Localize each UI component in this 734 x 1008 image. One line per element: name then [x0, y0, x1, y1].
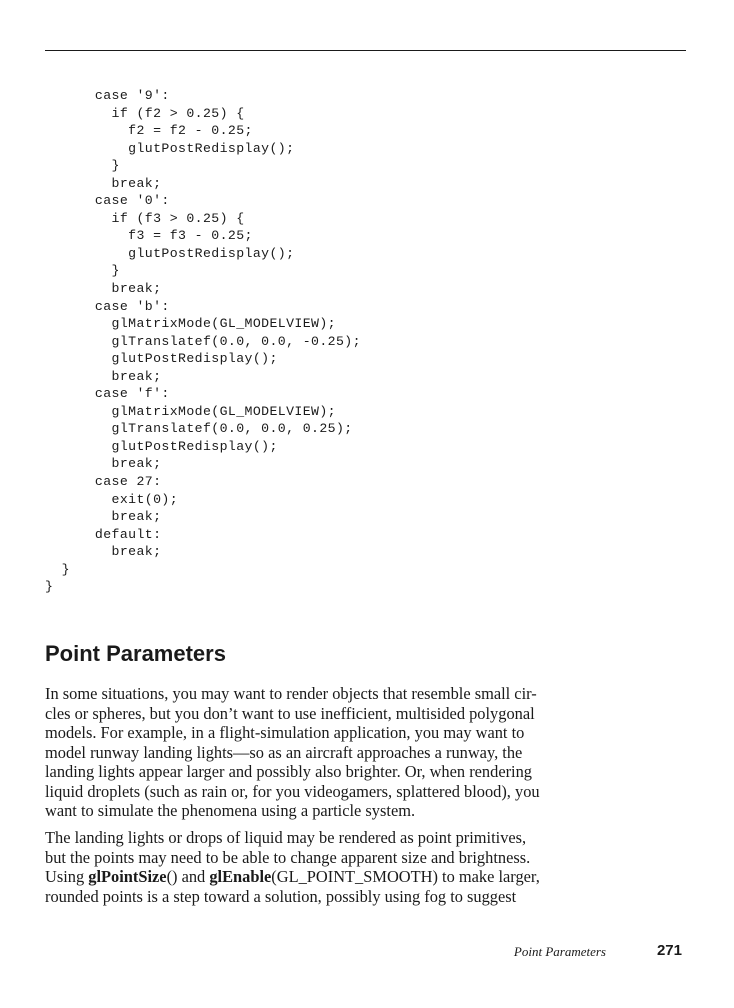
- code-line: case '0':: [45, 193, 170, 209]
- code-line: f3 = f3 - 0.25;: [45, 228, 253, 244]
- code-line: default:: [45, 526, 162, 542]
- paragraph-2-line-2: but the points may need to be able to change apparent size and brightness.: [45, 847, 531, 867]
- code-line: glMatrixMode(GL_MODELVIEW);: [45, 403, 336, 419]
- code-line: break;: [45, 456, 162, 472]
- paragraph-1-line: landing lights appear larger and possibly also brighter. Or, when rendering: [45, 762, 532, 781]
- code-line: break;: [45, 509, 162, 525]
- code-line: if (f3 > 0.25) {: [45, 210, 245, 226]
- paragraph-1: [45, 684, 695, 821]
- code-line: case 27:: [45, 474, 162, 490]
- footer-section-title: Point Parameters: [513, 944, 606, 959]
- paragraph-2: [45, 828, 695, 906]
- code-line: }: [45, 561, 70, 577]
- paragraph-1-line: liquid droplets (such as rain or, for you videogamers, splattered blood), you: [45, 781, 540, 801]
- code-line: break;: [45, 281, 162, 297]
- function-name-glenable: glEnable: [209, 867, 272, 886]
- code-line: }: [45, 263, 120, 279]
- paragraph-1-line: want to simulate the phenomena using a particle system.: [45, 801, 416, 820]
- text-run: () and: [166, 867, 210, 886]
- code-line: glTranslatef(0.0, 0.0, -0.25);: [45, 333, 361, 349]
- code-listing: [45, 87, 361, 596]
- code-line: glTranslatef(0.0, 0.0, 0.25);: [45, 421, 353, 437]
- code-line: exit(0);: [45, 491, 179, 507]
- text-run: (GL_POINT_SMOOTH) to make larger,: [271, 867, 540, 886]
- paragraph-1-line: In some situations, you may want to render objects that resemble small cir-: [45, 684, 537, 703]
- code-line: }: [45, 158, 120, 174]
- paragraph-1-line: cles or spheres, but you don’t want to use inefficient, multisided polygonal: [45, 703, 535, 723]
- text-run: Using: [45, 867, 89, 886]
- page-number: 271: [656, 942, 682, 959]
- header-rule: [45, 50, 686, 51]
- code-line: case 'f':: [45, 386, 170, 402]
- code-line: case '9':: [45, 88, 170, 103]
- code-line: }: [45, 579, 54, 595]
- paragraph-1-line: models. For example, in a flight-simulation application, you may want to: [45, 723, 525, 742]
- section-heading: Point Parameters: [45, 641, 226, 666]
- paragraph-2-line-3: [45, 867, 695, 887]
- function-name-glpointsize: glPointSize: [88, 867, 167, 886]
- paragraph-2-line-4: rounded points is a step toward a solution, possibly using fog to suggest: [45, 886, 517, 906]
- code-line: f2 = f2 - 0.25;: [45, 123, 253, 139]
- code-line: glutPostRedisplay();: [45, 245, 295, 261]
- code-line: break;: [45, 368, 162, 384]
- paragraph-1-line: model runway landing lights—so as an aircraft approaches a runway, the: [45, 742, 523, 762]
- code-line: break;: [45, 175, 162, 191]
- code-line: glMatrixMode(GL_MODELVIEW);: [45, 316, 336, 332]
- code-line: glutPostRedisplay();: [45, 351, 278, 367]
- code-line: glutPostRedisplay();: [45, 140, 295, 156]
- paragraph-2-line-1: The landing lights or drops of liquid may be rendered as point primitives,: [45, 828, 527, 847]
- code-line: break;: [45, 544, 162, 560]
- code-line: if (f2 > 0.25) {: [45, 105, 245, 121]
- code-line: case 'b':: [45, 298, 170, 314]
- code-line: glutPostRedisplay();: [45, 438, 278, 454]
